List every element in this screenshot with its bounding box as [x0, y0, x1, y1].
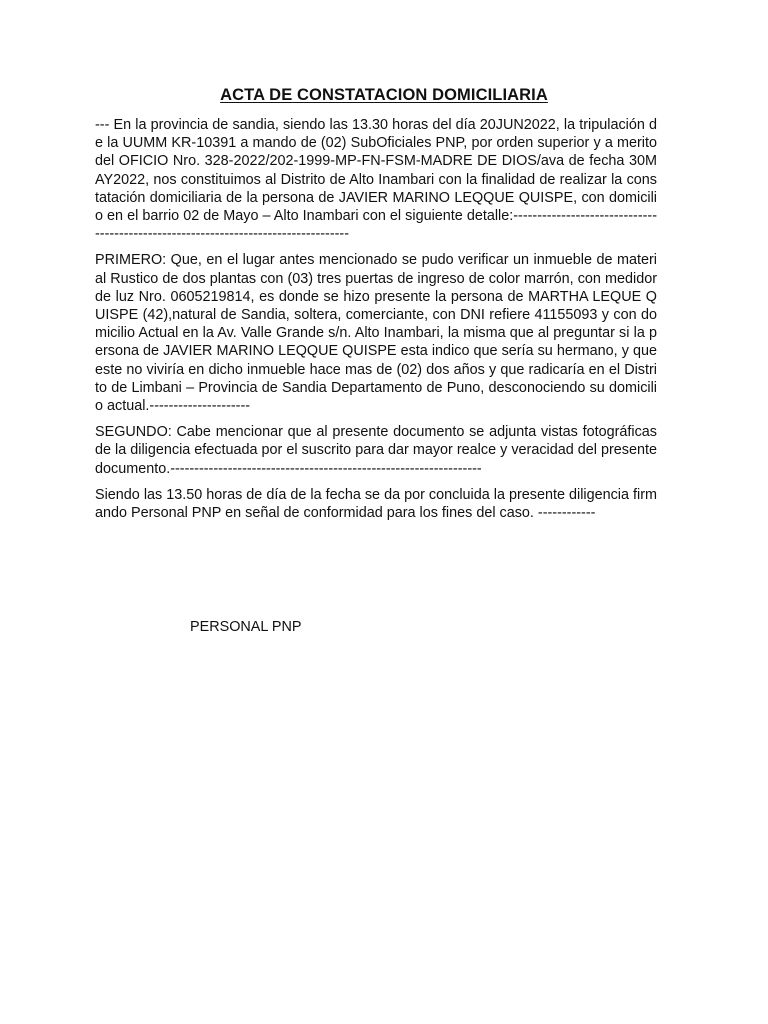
document-body — [95, 116, 657, 530]
closing-paragraph: Siendo las 13.50 horas de día de la fecha se da por concluida la presente diligencia firmando Personal PNP en señal de conformidad para los fines del caso. ------------ — [95, 486, 657, 522]
first-finding-paragraph: PRIMERO: Que, en el lugar antes mencionado se pudo verificar un inmueble de material Rustico de dos plantas con (03) tres puertas de ingreso de color marrón, con medidor de luz Nro. 0605219814, es donde se hizo presente la persona de MARTHA LEQUE QUISPE (42),natural de Sandia, soltera, comerciante, con DNI refiere 41155093 y con domicilio Actual en la Av. Valle Grande s/n. Alto Inambari, la misma que al preguntar si la persona de JAVIER MARINO LEQQUE QUISPE esta indico que sería su hermano, y que este no viviría en dicho inmueble hace mas de (02) dos años y que radicaría en el Distrito de Limbani – Provincia de Sandia Departamento de Puno, desconociendo su domicilio actual.--------------------- — [95, 252, 657, 415]
document-title: ACTA DE CONSTATACION DOMICILIARIA — [220, 86, 548, 104]
second-finding-paragraph: SEGUNDO: Cabe mencionar que al presente documento se adjunta vistas fotográficas de la diligencia efectuada por el suscrito para dar mayor realce y veracidad del presente documento.----------------------------------------------------------------- — [95, 424, 657, 477]
opening-paragraph: --- En la provincia de sandia, siendo las 13.30 horas del día 20JUN2022, la tripulación de la UUMM KR-10391 a mando de (02) SubOficiales PNP, por orden superior y a merito del OFICIO Nro. 328-2022/202-1999-MP-FN-FSM-MADRE DE DIOS/ava de fecha 30MAY2022, nos constituimos al Distrito de Alto Inambari con la finalidad de realizar la constatación domiciliaria de la persona de JAVIER MARINO LEQQUE QUISPE, con domicilio en el barrio 02 de Mayo – Alto Inambari con el siguiente detalle:----------------------------------------------------------------------------------- — [95, 117, 657, 243]
signature-line: PERSONAL PNP — [190, 619, 302, 635]
